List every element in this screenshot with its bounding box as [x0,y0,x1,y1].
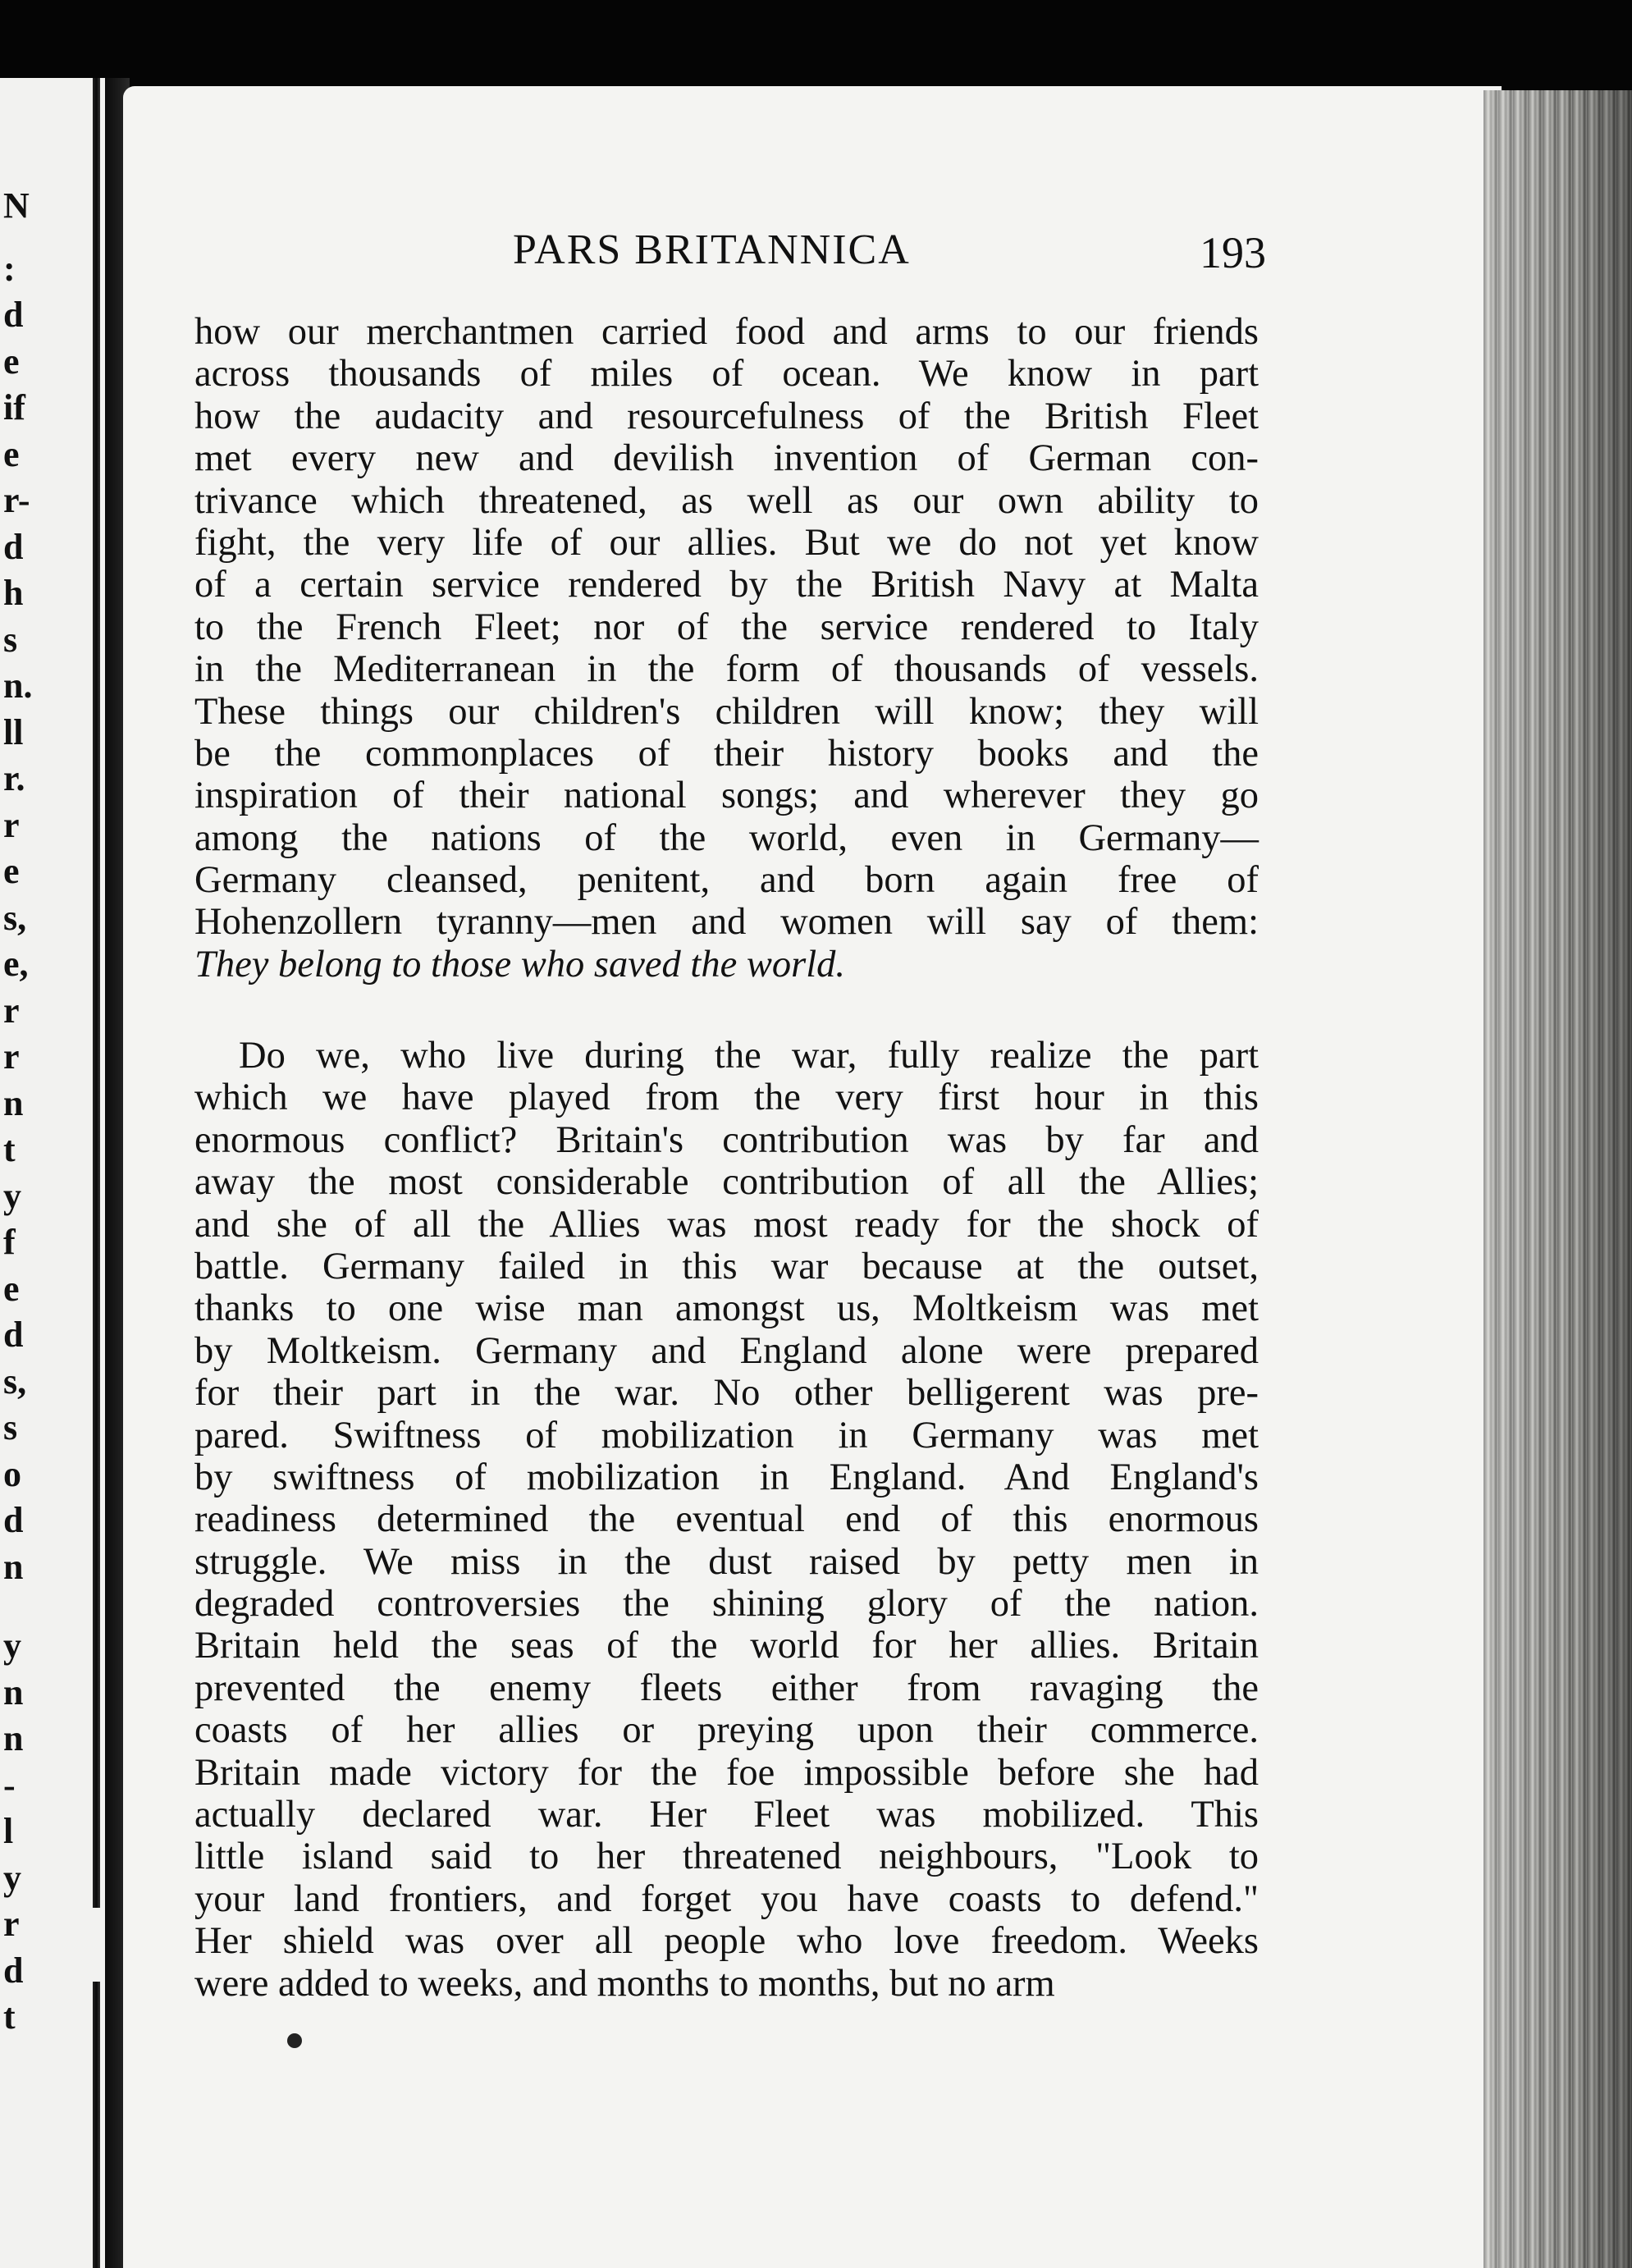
facing-page-fragment: o [3,1453,21,1494]
text-line: among the nations of the world, even in Germany— [194,816,1259,859]
text-line: actually declared war. Her Fleet was mobilized. This [194,1794,1259,1836]
text-line: Britain held the seas of the world for her allies. Britain [194,1625,1259,1667]
text-line: were added to weeks, and months to months, but no arm [194,1962,1055,2005]
text-line: and she of all the Allies was most ready for the shock of [194,1203,1259,1246]
paragraph-2 [194,1035,1259,2005]
facing-page-fragment: r- [3,480,30,520]
facing-page-rule-lower [93,1982,100,2268]
scan-top-border [0,0,1632,98]
facing-page-fragment: e [3,1268,20,1309]
facing-page-fragment: - [3,1764,16,1805]
text-line: your land frontiers, and forget you have coasts to defend." [194,1877,1259,1920]
text-line: Germany cleansed, penitent, and born again free of [194,859,1259,902]
facing-page-fragment: n [3,1718,24,1758]
text-line: for their part in the war. No other belligerent was pre- [194,1372,1259,1415]
facing-page-fragment: d [3,295,24,335]
text-line: Do we, who live during the war, fully realize the part [239,1035,1259,1077]
facing-page-fragment: n [3,1082,24,1123]
facing-page-fragment: r [3,804,20,845]
text-line: coasts of her allies or preying upon their commerce. [194,1709,1259,1752]
text-line: how our merchantmen carried food and arms to our friends [194,311,1259,353]
text-line: prevented the enemy fleets either from ravaging the [194,1667,1259,1709]
text-line: which we have played from the very first hour in this [194,1077,1259,1119]
facing-page-fragment: r [3,1904,20,1944]
text-line: They belong to those who saved the world. [194,943,845,985]
text-line: pared. Swiftness of mobilization in Germany was met [194,1414,1259,1456]
facing-page-fragment: n [3,1546,24,1587]
facing-page-fragment: n [3,1671,24,1712]
text-line: how the audacity and resourcefulness of the British Fleet [194,395,1259,437]
running-title: PARS BRITANNICA [513,226,911,273]
text-line: by swiftness of mobilization in England. And England's [194,1456,1259,1498]
text-line: away the most considerable contribution of all the Allies; [194,1161,1259,1204]
facing-page-fragment: e [3,433,20,474]
ink-dot [287,2033,302,2048]
text-line: Britain made victory for the foe impossible before she had [194,1751,1259,1794]
facing-page-fragment: e, [3,944,29,984]
facing-page-fragment: y [3,1626,21,1666]
text-line: to the French Fleet; nor of the service rendered to Italy [194,606,1259,648]
text-line: of a certain service rendered by the British Navy at Malta [194,564,1259,606]
facing-page-edge [0,78,105,2268]
facing-page-fragment: r. [3,758,25,798]
page-header [194,226,1266,283]
text-line: struggle. We miss in the dust raised by petty men in [194,1540,1259,1583]
facing-page-fragment: if [3,387,25,428]
text-line: degraded controversies the shining glory of the nation. [194,1583,1259,1626]
text-line: little island said to her threatened neighbours, "Look to [194,1836,1259,1878]
facing-page-fragment: d [3,526,24,567]
text-line: inspiration of their national songs; and wherever they go [194,775,1259,817]
text-line: across thousands of miles of ocean. We know in part [194,353,1259,396]
facing-page-fragment: s, [3,1360,27,1401]
facing-page-fragment: t [3,1996,16,2037]
facing-page-fragment: y [3,1175,21,1216]
text-line: fight, the very life of our allies. But we do not yet know [194,521,1259,564]
text-line: in the Mediterranean in the form of thousands of vessels. [194,648,1259,691]
facing-page-fragment: t [3,1129,16,1169]
facing-page-text-fragments [0,78,33,2268]
text-line: Hohenzollern tyranny—men and women will say of them: [194,901,1259,944]
text-line: readiness determined the eventual end of this enormous [194,1498,1259,1541]
facing-page-fragment: e [3,851,20,891]
facing-page-fragment: r [3,990,20,1031]
facing-page-fragment: l [3,1811,14,1851]
text-line: thanks to one wise man amongst us, Moltkeism was met [194,1287,1259,1330]
text-line: trivance which threatened, as well as our own ability to [194,479,1259,522]
facing-page-fragment: d [3,1950,24,1991]
facing-page-fragment: r [3,1036,20,1077]
facing-page-fragment: : [3,248,16,289]
text-line: enormous conflict? Britain's contribution was by far and [194,1118,1259,1161]
facing-page-fragment: h [3,573,24,613]
facing-page-fragment: e [3,341,20,382]
text-line: battle. Germany failed in this war because at the outset, [194,1245,1259,1287]
page-edges [1483,90,1632,2268]
facing-page-rule [93,78,100,1908]
facing-page-fragment: N [3,185,30,226]
facing-page-fragment: n. [3,665,33,706]
text-line: These things our children's children will know; they will [194,690,1259,733]
text-line: met every new and devilish invention of German con- [194,437,1259,480]
facing-page-fragment: f [3,1222,16,1262]
facing-page-fragment: s, [3,897,27,938]
text-line: be the commonplaces of their history books and the [194,732,1259,775]
facing-page-fragment: ll [3,711,24,752]
page-number: 193 [1200,228,1266,277]
text-line: by Moltkeism. Germany and England alone were prepared [194,1329,1259,1372]
facing-page-fragment: y [3,1857,21,1898]
facing-page-fragment: s [3,1407,18,1447]
text-line: Her shield was over all people who love freedom. Weeks [194,1920,1259,1963]
facing-page-fragment: d [3,1500,24,1540]
paragraph-1 [194,311,1259,985]
facing-page-fragment: s [3,619,18,660]
facing-page-fragment: d [3,1315,24,1355]
